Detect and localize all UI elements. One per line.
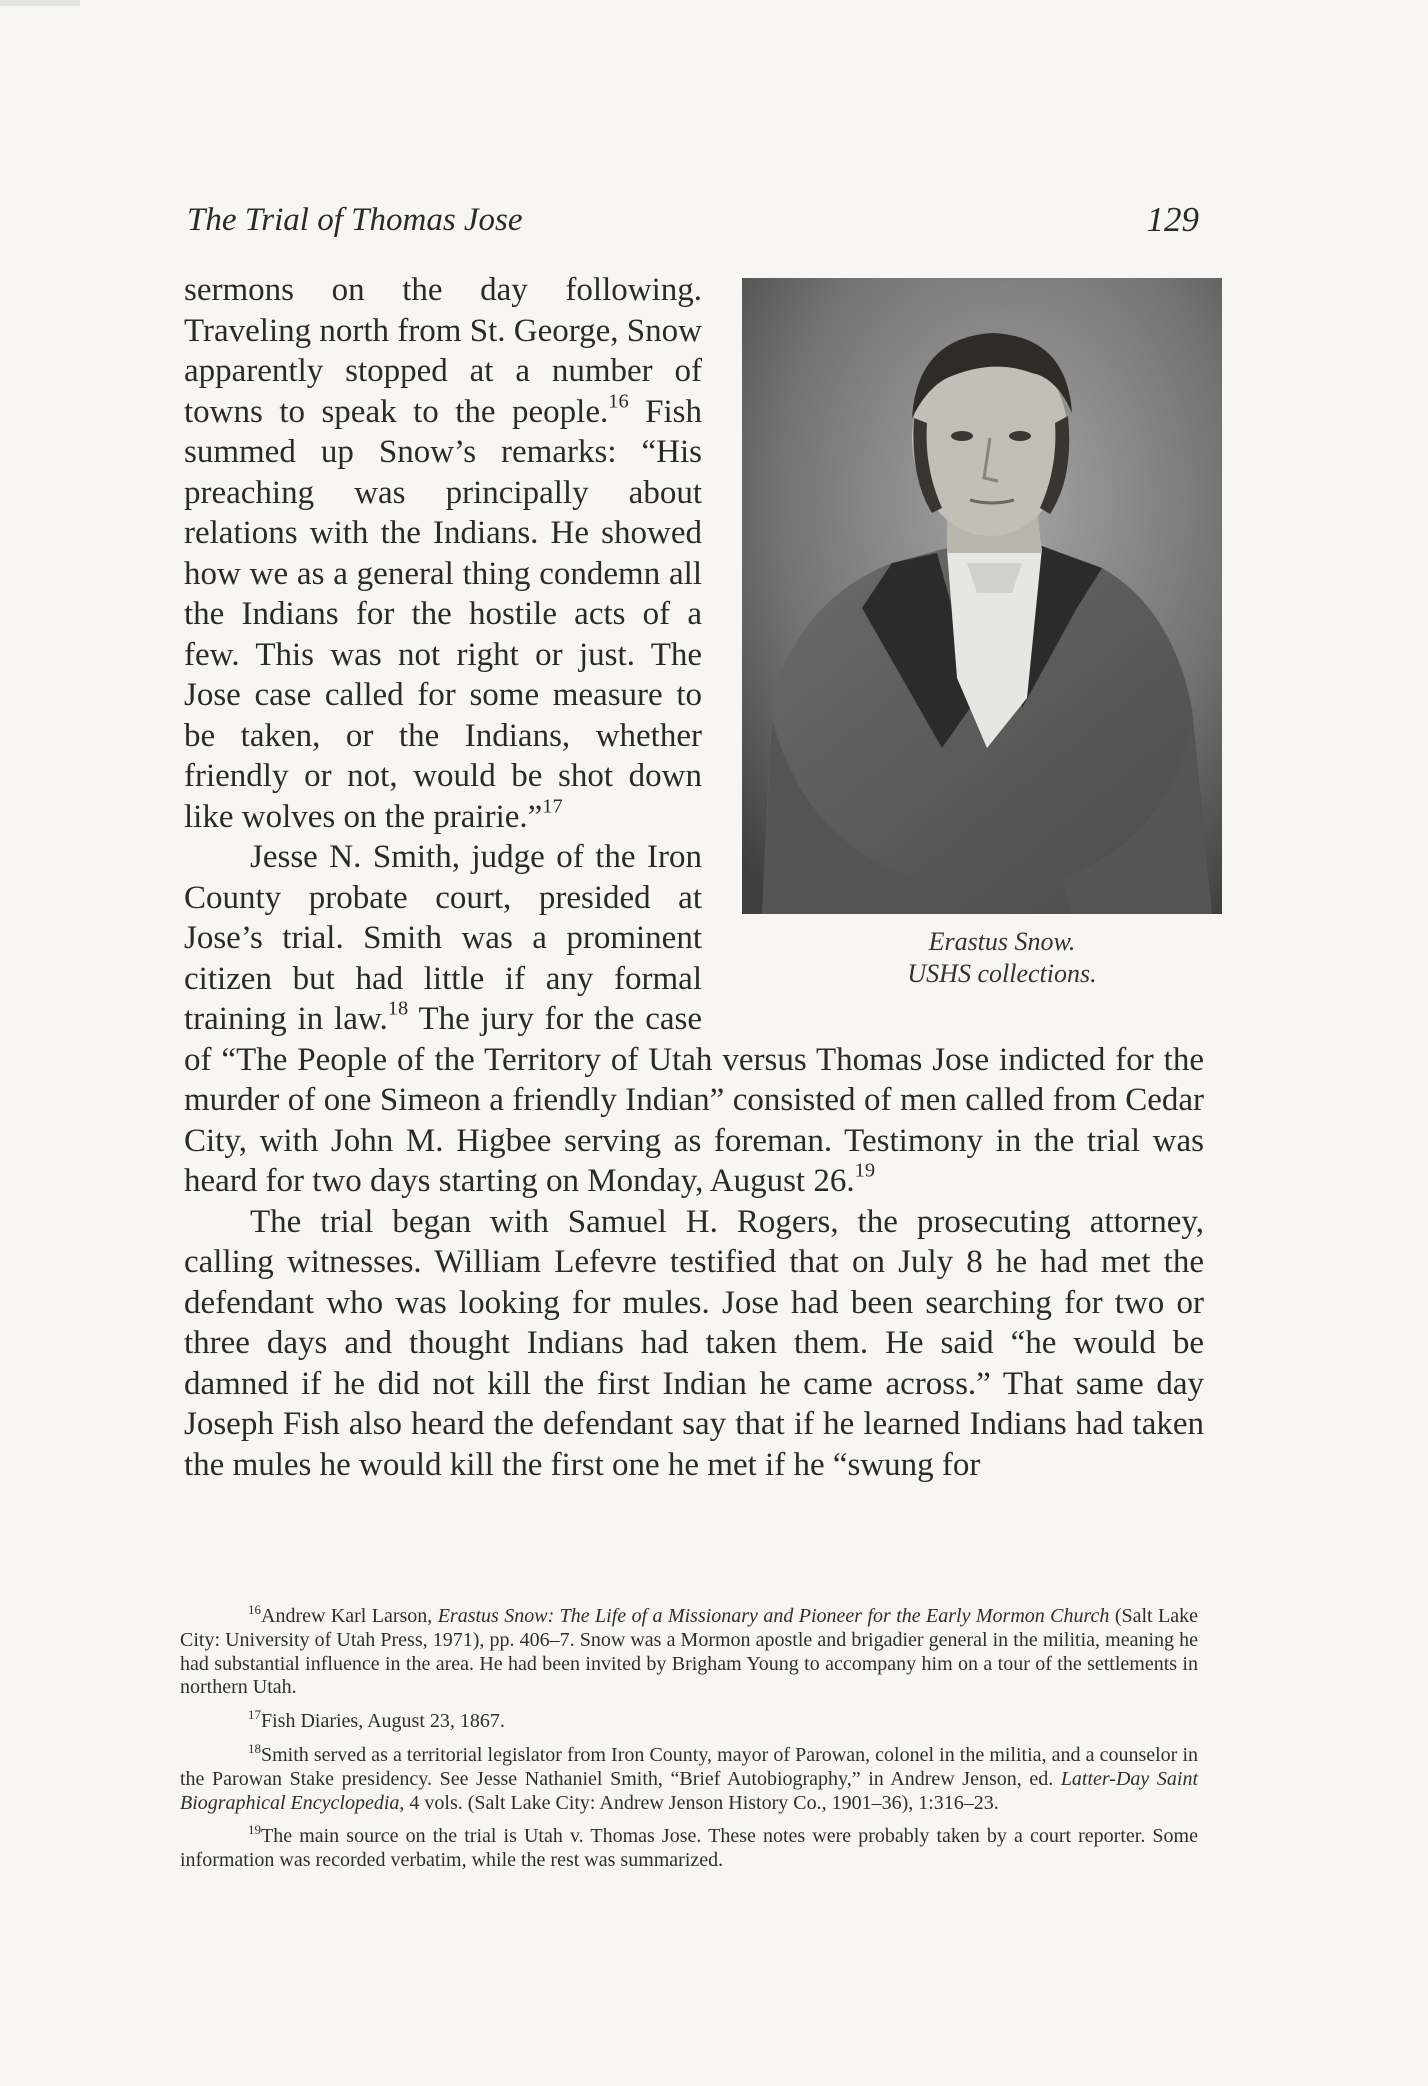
body-text (184, 270, 1204, 1485)
paragraph-2-text-a: Jesse N. Smith, judge of the Iron County probate court, presided at Jose’s trial. Smith was a prominent citizen but had little if any formal training in law. (184, 839, 702, 1037)
footnote-title: Erastus Snow: The Life of a Missionary and Pioneer for the Early Mormon Church (437, 1605, 1110, 1627)
figure-caption (812, 926, 1192, 990)
footnote-ref-19[interactable]: 19 (854, 1159, 876, 1182)
page-number: 129 (1146, 200, 1199, 239)
footnote-ref-18[interactable]: 18 (387, 997, 409, 1020)
paragraph-1-text-a: sermons on the day following. Traveling north from St. George, Snow apparently stopped at a number of towns to speak to the people. (184, 272, 702, 430)
footnote-16 (180, 1602, 1198, 1700)
footnote-text: , 4 vols. (Salt Lake City: Andrew Jenson History Co., 1901–36), 1:316–23. (399, 1791, 999, 1814)
footnote-number: 19 (248, 1822, 261, 1838)
footnote-text: Fish Diaries, August 23, 1867. (261, 1710, 505, 1733)
footnotes (180, 1602, 1199, 1883)
paragraph-3-text: The trial began with Samuel H. Rogers, the prosecuting attorney, calling witnesses. William Lefevre testified that on July 8 he had met the defendant who was looking for mules. Jose had been searching for two or three days and thought Indians had taken them. He said “he would be damned if he did not kill the first Indian he came across.” That same day Joseph Fish also heard the defendant say that if he learned Indians had taken the mules he would kill the first one he met if he “swung for (184, 1203, 1204, 1483)
portrait-figure (742, 278, 1222, 1020)
footnote-ref-16[interactable]: 16 (608, 390, 629, 413)
footnote-title: Latter-Day Saint Biographical Encyclopedia (180, 1767, 1199, 1814)
portrait-illustration (742, 278, 1222, 914)
portrait-photo (742, 278, 1222, 914)
footnote-18 (180, 1741, 1199, 1815)
footnote-text: Andrew Karl Larson, (261, 1605, 438, 1627)
footnote-text: The main source on the trial is Utah v. Thomas Jose. These notes were probably taken by a court reporter. Some information was recorded verbatim, while the rest was summarized. (180, 1825, 1198, 1872)
paragraph-2-text-b: The jury for the case of “The People of the Territory of Utah versus Thomas Jose indicted for the murder of one Simeon a friendly Indian” consisted of men called from Cedar City, with John M. Higbee serving as foreman. Testimony in the trial was heard for two days starting on Monday, August 26. (184, 1001, 1204, 1199)
footnote-17 (180, 1707, 1198, 1734)
footnote-number: 16 (248, 1602, 261, 1618)
paragraph-3 (184, 1202, 1204, 1486)
running-head (187, 190, 1199, 250)
caption-name: Erastus Snow. (928, 927, 1076, 956)
scan-edge-mark (0, 0, 80, 6)
footnote-number: 17 (248, 1707, 261, 1723)
caption-credit: USHS collections. (907, 959, 1097, 988)
paragraph-1-text-b: Fish summed up Snow’s remarks: “His preaching was principally about relations with the Indians. He showed how we as a general thing condemn all the Indians for the hostile acts of a few. This was not right or just. The Jose case called for some measure to be taken, or the Indians, whether friendly or not, would be shot down like wolves on the prairie.” (184, 393, 702, 835)
footnote-19 (180, 1822, 1198, 1873)
footnote-text: Smith served as a territorial legislator from Iron County, mayor of Parowan, colonel in the militia, and a counselor in the Parowan Stake presidency. See Jesse Nathaniel Smith, “Brief Autobiography,” in Andrew Jenson, ed. (180, 1743, 1198, 1790)
footnote-text: (Salt Lake City: University of Utah Press, 1971), pp. 406–7. Snow was a Mormon apostle and brigadier general in the militia, meaning he had substantial influence in the area. He had been invited by Brigham Young to accompany him on a tour of the settlements in northern Utah. (180, 1605, 1198, 1699)
footnote-number: 18 (248, 1741, 261, 1757)
footnote-ref-17[interactable]: 17 (542, 795, 563, 818)
running-head-title: The Trial of Thomas Jose (187, 202, 523, 238)
